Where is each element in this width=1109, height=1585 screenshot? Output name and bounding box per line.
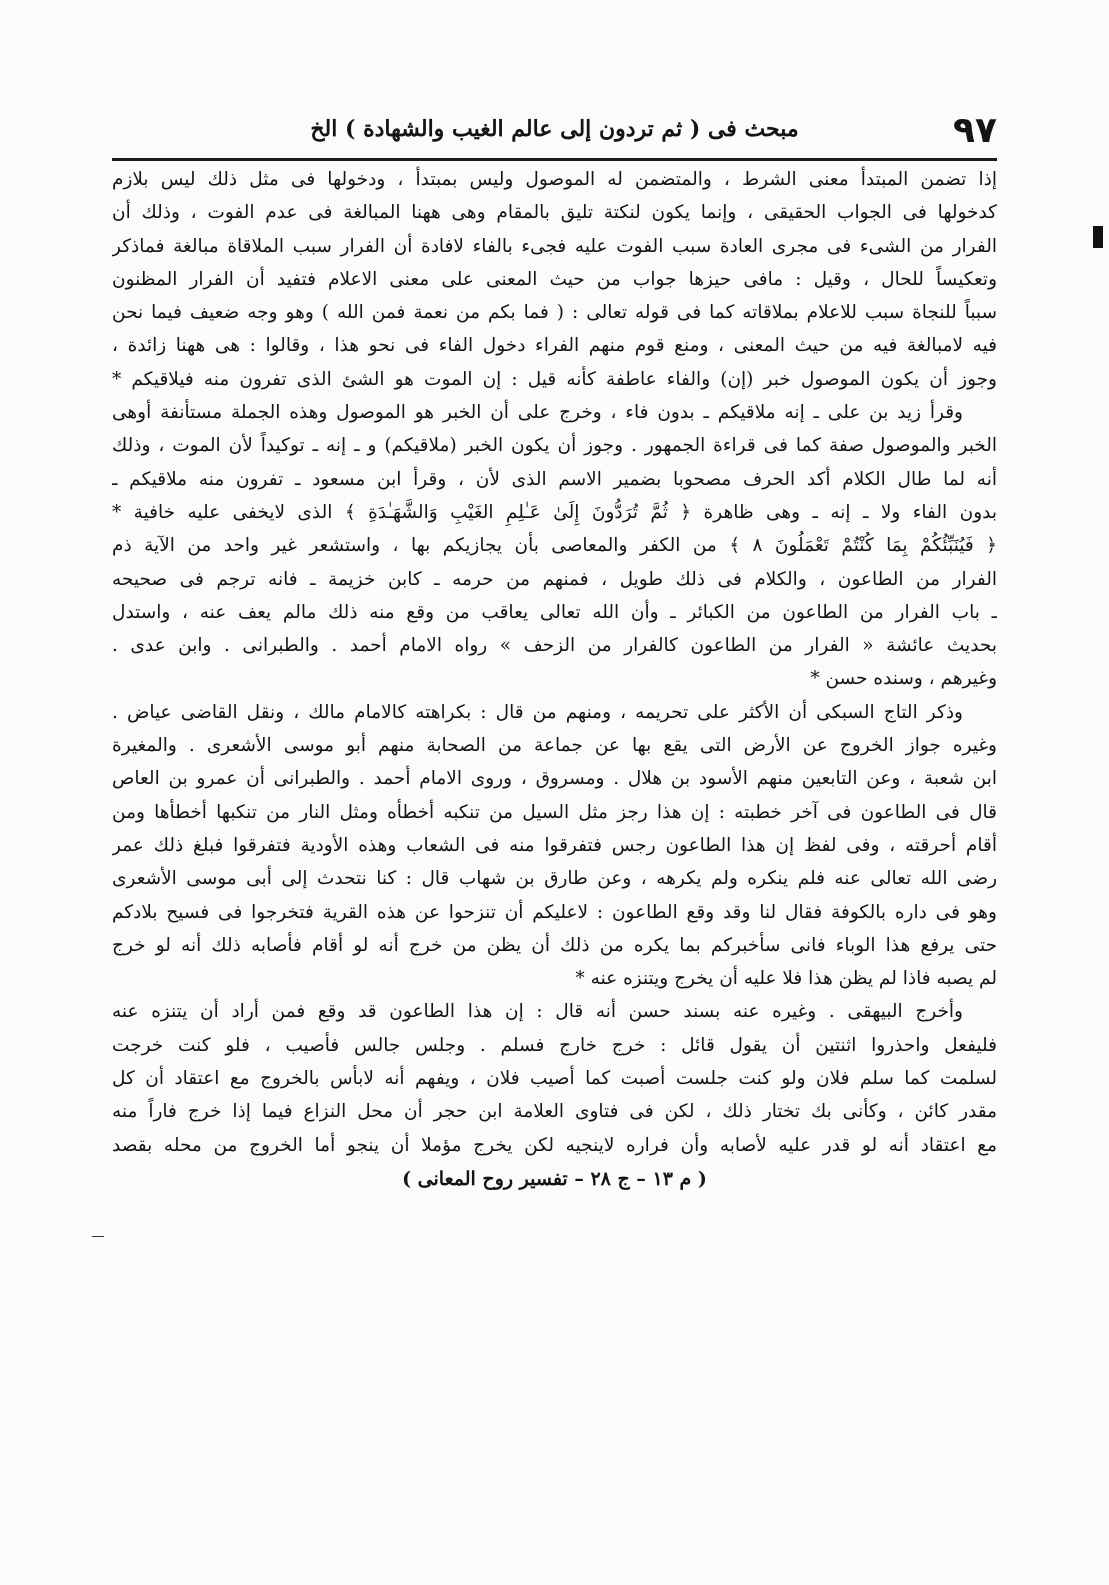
text-line: وغيرهم ، وسنده حسن * bbox=[810, 668, 997, 690]
text-line: أقام أحرقته ، وفى لفظ إن هذا الطاعون رجس فتفرقوا منه فى الشعاب وهذه الأودية فتفرقوا فبلغ ذلك عمر bbox=[112, 834, 997, 856]
text-line: رضى الله تعالى عنه فلم ينكره ولم يكرهه ، وعن طارق بن شهاب قال : كنا نتحدث إلى أبى موسى الأشعرى bbox=[112, 868, 997, 890]
text-line: وذكر التاج السبكى أن الأكثر على تحريمه ، ومنهم من قال : بكراهته كالامام مالك ، ونقل القاضى عياض . bbox=[112, 701, 963, 723]
text-line: الخبر والموصول صفة كما فى قراءة الجمهور . وجوز أن يكون الخبر (ملاقيكم) و ـ إنه ـ توكيداً لأن الموت ، وذلك bbox=[112, 435, 997, 457]
margin-dash bbox=[92, 1236, 104, 1237]
body-text bbox=[112, 163, 997, 1162]
text-line: لم يصبه فاذا لم يظن هذا فلا عليه أن يخرج ويتنزه عنه * bbox=[575, 968, 997, 990]
text-line: الفرار من الشىء فى مجرى العادة سبب الفوت عليه فجىء بالفاء لافادة أن الفرار سبب الملاقاة مبالغة فماذكر bbox=[112, 235, 997, 257]
text-line: أنه لما طال الكلام أكد الحرف مصحوبا بضمير الاسم الذى لأن ، وقرأ ابن مسعود ـ تفرون منه ملاقيكم ـ bbox=[112, 468, 997, 490]
text-line: إذا تضمن المبتدأ معنى الشرط ، والمتضمن له الموصول وليس بمبتدأ ، ودخولها فى مثل ذلك ليس بلازم bbox=[112, 169, 997, 190]
text-line: وقرأ زيد بن على ـ إنه ملاقيكم ـ بدون فاء ، وخرج على أن الخبر هو الموصول وهذه الجملة مستأنفة أوهى bbox=[112, 402, 963, 424]
text-line: وتعكيساً للحال ، وقيل : مافى حيزها جواب من حيث المعنى على معنى الاعلام فتفيد أن الفرار المظنون bbox=[112, 268, 997, 290]
page-header bbox=[112, 108, 997, 156]
page-number: ٩٧ bbox=[953, 110, 997, 151]
text-line: لسلمت كما سلم فلان ولو كنت جلست أصبت كما أصيب فلان ، ويفهم أنه لابأس بالخروج مع اعتقاد أن كل bbox=[112, 1068, 997, 1090]
text-line: ﴿ فَيُنَبِّئُكُمْ بِمَا كُنْتُمْ تَعْمَلُونَ ٨ ﴾ من الكفر والمعاصى بأن يجازيكم بها ، واستشعر غير واحد من الآية ذم bbox=[112, 535, 997, 557]
text-line: بدون الفاء ولا ـ إنه ـ وهى ظاهرة ﴿ ثُمَّ تُرَدُّونَ إِلَىٰ عَـٰلِمِ الغَيْبِ وَالشَّهَـٰدَةِ ﴾ الذى لايخفى عليه خافية * bbox=[112, 501, 997, 523]
text-line: وهو فى داره بالكوفة فقال لنا وقد وقع الطاعون : لاعليكم أن تنزحوا عن هذه القرية فتخرجوا فى فسيح بلادكم bbox=[112, 901, 997, 923]
running-title: مبحث فى ( ثم تردون إلى عالم الغيب والشهادة ) الخ bbox=[310, 116, 799, 142]
text-line: مع اعتقاد أنه لو قدر عليه لأصابه وأن فراره لاينجيه لكن يخرج مؤملا أن ينجو أما الخروج من محله بقصد bbox=[112, 1134, 997, 1156]
text-line: بحديث عائشة « الفرار من الطاعون كالفرار من الزحف » رواه الامام أحمد . والطبرانى . وابن عدى . bbox=[112, 635, 997, 657]
text-line: سبباً للنجاة سبب للاعلام بملاقاته كما فى قوله تعالى : ( فما بكم من نعمة فمن الله ) وهو وجه ضعيف فيما نحن bbox=[112, 302, 997, 324]
text-line: مقدر كائن ، وكأنى بك تختار ذلك ، لكن فى فتاوى العلامة ابن حجر أن محل النزاع فيما إذا خرج فاراً منه bbox=[112, 1101, 997, 1123]
text-line: كدخولها فى الجواب الحقيقى ، وإنما يكون لنكتة تليق بالمقام وهى ههنا المبالغة فى عدم الفوت ، وذلك أن bbox=[112, 202, 997, 224]
margin-mark bbox=[1093, 226, 1103, 248]
text-line: وجوز أن يكون الموصول خبر (إن) والفاء عاطفة كأنه قيل : إن الموت هو الشئ الذى تفرون منه فيلاقيكم * bbox=[112, 368, 997, 390]
text-line: وغيره جواز الخروج عن الأرض التى يقع بها عن جماعة من الصحابة منهم أبو موسى الأشعرى . والمغيرة bbox=[112, 735, 997, 757]
text-line: قال فى الطاعون فى آخر خطبته : إن هذا رجز مثل السيل من تنكبه أخطأه ومثل النار من تنكبها أخطأها ومن bbox=[112, 801, 997, 823]
text-line: الفرار من الطاعون ، والكلام فى ذلك طويل ، فمنهم من حرمه ـ كابن خزيمة ـ فانه ترجم فى صحيحه bbox=[112, 568, 997, 590]
signature-mark: ( م ١٣ – ج ٢٨ – تفسير روح المعانى ) bbox=[402, 1167, 707, 1190]
text-line: وأخرج البيهقى . وغيره عنه بسند حسن أنه قال : إن هذا الطاعون قد وقع فمن أراد أن يتنزه عنه bbox=[112, 1001, 963, 1023]
page bbox=[112, 108, 997, 1190]
text-line: ابن شعبة ، وعن التابعين منهم الأسود بن هلال . ومسروق ، وروى الامام أحمد . والطبرانى أن عمرو بن العاص bbox=[112, 768, 997, 790]
text-line: حتى يرفع هذا الوباء فانى سأخبركم بما يكره من ذلك أن يظن من خرج أنه لو أقام فأصابه ذلك أنه لو خرج bbox=[112, 934, 997, 956]
text-line: ـ باب الفرار من الطاعون من الكبائر ـ وأن الله تعالى يعاقب من وقع منه ذلك مالم يعف عنه ، واستدل bbox=[112, 601, 997, 623]
header-rule bbox=[112, 158, 997, 161]
text-line: فليفعل واحذروا اثنتين أن يقول قائل : خرج خارج فسلم . وجلس جالس فأصيب ، فلو كنت خرجت bbox=[112, 1034, 997, 1056]
text-line: فيه لامبالغة فيه من حيث المعنى ، ومنع قوم منهم الفراء دخول الفاء فى نحو هذا ، وقالوا : هى ههنا زائدة ، bbox=[112, 335, 997, 357]
